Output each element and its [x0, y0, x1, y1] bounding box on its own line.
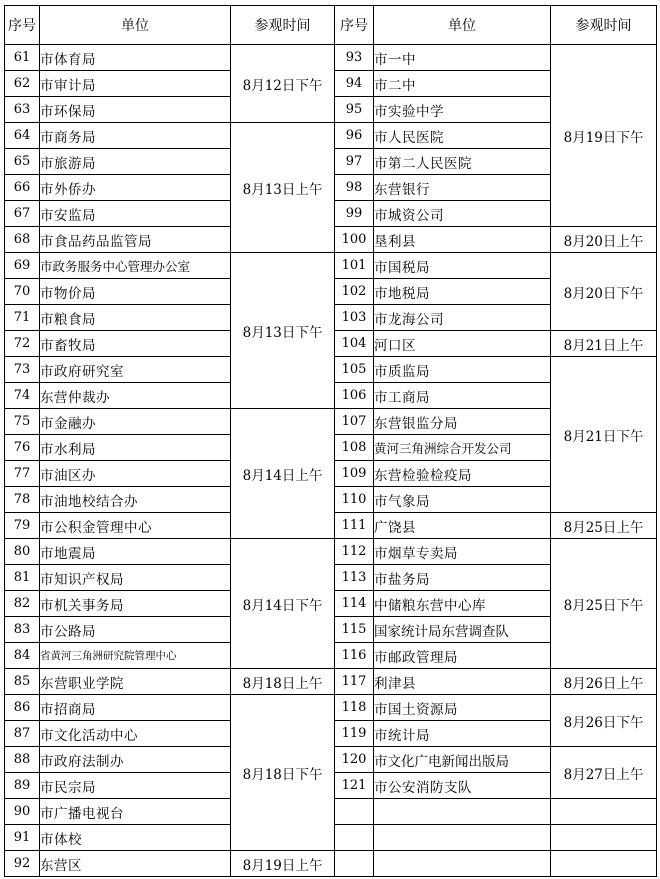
- table-row: [5, 539, 657, 565]
- unit-cell: 市机关事务局: [40, 591, 231, 617]
- unit-cell: 东营区: [40, 851, 231, 877]
- time-cell: 8月20日下午: [551, 253, 657, 331]
- seq-cell: 104: [335, 331, 374, 357]
- unit-cell: 市国土资源局: [374, 695, 551, 721]
- unit-cell: 市油区办: [40, 461, 231, 487]
- seq-cell: 90: [5, 799, 40, 825]
- table-row: [5, 695, 657, 721]
- unit-cell: 市文化广电新闻出版局: [374, 747, 551, 773]
- seq-cell: 78: [5, 487, 40, 513]
- unit-cell: 市体育局: [40, 45, 231, 71]
- unit-cell: 市公积金管理中心: [40, 513, 231, 539]
- seq-cell: 112: [335, 539, 374, 565]
- unit-cell: 市民宗局: [40, 773, 231, 799]
- seq-cell: 65: [5, 149, 40, 175]
- time-cell: 8月12日下午: [231, 45, 335, 123]
- header-unit: 单位: [374, 6, 551, 45]
- unit-cell: 黄河三角洲综合开发公司: [374, 435, 551, 461]
- seq-cell: 115: [335, 617, 374, 643]
- seq-cell: 100: [335, 227, 374, 253]
- time-cell: 8月27日上午: [551, 747, 657, 799]
- unit-cell: 市人民医院: [374, 123, 551, 149]
- unit-cell: 市公安消防支队: [374, 773, 551, 799]
- unit-cell: 市文化活动中心: [40, 721, 231, 747]
- seq-cell: 109: [335, 461, 374, 487]
- time-cell: 8月21日上午: [551, 331, 657, 357]
- unit-cell: 市第二人民医院: [374, 149, 551, 175]
- seq-cell: 106: [335, 383, 374, 409]
- header-time: 参观时间: [231, 6, 335, 45]
- unit-cell: 市体校: [40, 825, 231, 851]
- seq-cell: 92: [5, 851, 40, 877]
- empty-cell: [551, 851, 657, 877]
- seq-cell: 84: [5, 643, 40, 669]
- seq-cell: 120: [335, 747, 374, 773]
- unit-cell: 东营仲裁办: [40, 383, 231, 409]
- seq-cell: 116: [335, 643, 374, 669]
- empty-cell: [374, 825, 551, 851]
- seq-cell: 98: [335, 175, 374, 201]
- empty-cell: [335, 851, 374, 877]
- unit-cell: 省黄河三角洲研究院管理中心: [40, 643, 231, 669]
- unit-cell: 市邮政管理局: [374, 643, 551, 669]
- unit-cell: 市旅游局: [40, 149, 231, 175]
- unit-cell: 市政府法制办: [40, 747, 231, 773]
- unit-cell: 东营检验检疫局: [374, 461, 551, 487]
- seq-cell: 64: [5, 123, 40, 149]
- seq-cell: 96: [335, 123, 374, 149]
- unit-cell: 市二中: [374, 71, 551, 97]
- unit-cell: 东营银监分局: [374, 409, 551, 435]
- unit-cell: 东营银行: [374, 175, 551, 201]
- time-cell: 8月14日上午: [231, 409, 335, 539]
- time-cell: 8月18日上午: [231, 669, 335, 695]
- empty-cell: [335, 799, 374, 825]
- unit-cell: 市龙海公司: [374, 305, 551, 331]
- seq-cell: 80: [5, 539, 40, 565]
- seq-cell: 113: [335, 565, 374, 591]
- unit-cell: 市实验中学: [374, 97, 551, 123]
- empty-cell: [335, 825, 374, 851]
- seq-cell: 66: [5, 175, 40, 201]
- seq-cell: 82: [5, 591, 40, 617]
- seq-cell: 103: [335, 305, 374, 331]
- empty-cell: [551, 825, 657, 851]
- empty-cell: [374, 851, 551, 877]
- time-cell: 8月20日上午: [551, 227, 657, 253]
- table-row: [5, 851, 657, 877]
- unit-cell: 市地震局: [40, 539, 231, 565]
- seq-cell: 87: [5, 721, 40, 747]
- seq-cell: 94: [335, 71, 374, 97]
- seq-cell: 95: [335, 97, 374, 123]
- seq-cell: 81: [5, 565, 40, 591]
- seq-cell: 71: [5, 305, 40, 331]
- unit-cell: 市食品药品监管局: [40, 227, 231, 253]
- seq-cell: 107: [335, 409, 374, 435]
- seq-cell: 70: [5, 279, 40, 305]
- header-seq: 序号: [335, 6, 374, 45]
- time-cell: 8月26日上午: [551, 669, 657, 695]
- table-row: [5, 669, 657, 695]
- time-cell: 8月14日下午: [231, 539, 335, 669]
- seq-cell: 114: [335, 591, 374, 617]
- seq-cell: 108: [335, 435, 374, 461]
- seq-cell: 110: [335, 487, 374, 513]
- seq-cell: 99: [335, 201, 374, 227]
- unit-cell: 国家统计局东营调查队: [374, 617, 551, 643]
- unit-cell: 市物价局: [40, 279, 231, 305]
- unit-cell: 市油地校结合办: [40, 487, 231, 513]
- seq-cell: 83: [5, 617, 40, 643]
- header-row: [5, 6, 657, 45]
- table-row: [5, 253, 657, 279]
- time-cell: 8月19日上午: [231, 851, 335, 877]
- header-time: 参观时间: [551, 6, 657, 45]
- unit-cell: 市气象局: [374, 487, 551, 513]
- table-row: [5, 45, 657, 71]
- header-seq: 序号: [5, 6, 40, 45]
- time-cell: 8月18日下午: [231, 695, 335, 851]
- unit-cell: 市国税局: [374, 253, 551, 279]
- unit-cell: 河口区: [374, 331, 551, 357]
- seq-cell: 74: [5, 383, 40, 409]
- time-cell: 8月21日下午: [551, 357, 657, 513]
- seq-cell: 117: [335, 669, 374, 695]
- unit-cell: 市盐务局: [374, 565, 551, 591]
- seq-cell: 77: [5, 461, 40, 487]
- unit-cell: 市粮食局: [40, 305, 231, 331]
- unit-cell: 市安监局: [40, 201, 231, 227]
- unit-cell: 东营职业学院: [40, 669, 231, 695]
- unit-cell: 市招商局: [40, 695, 231, 721]
- seq-cell: 88: [5, 747, 40, 773]
- unit-cell: 市政府研究室: [40, 357, 231, 383]
- unit-cell: 市公路局: [40, 617, 231, 643]
- unit-cell: 市质监局: [374, 357, 551, 383]
- time-cell: 8月13日上午: [231, 123, 335, 253]
- seq-cell: 102: [335, 279, 374, 305]
- unit-cell: 市商务局: [40, 123, 231, 149]
- seq-cell: 91: [5, 825, 40, 851]
- seq-cell: 76: [5, 435, 40, 461]
- unit-cell: 市地税局: [374, 279, 551, 305]
- unit-cell: 市外侨办: [40, 175, 231, 201]
- seq-cell: 68: [5, 227, 40, 253]
- unit-cell: 市一中: [374, 45, 551, 71]
- header-unit: 单位: [40, 6, 231, 45]
- time-cell: 8月19日下午: [551, 45, 657, 227]
- seq-cell: 119: [335, 721, 374, 747]
- unit-cell: 利津县: [374, 669, 551, 695]
- seq-cell: 89: [5, 773, 40, 799]
- time-cell: 8月26日下午: [551, 695, 657, 747]
- unit-cell: 市统计局: [374, 721, 551, 747]
- seq-cell: 86: [5, 695, 40, 721]
- seq-cell: 93: [335, 45, 374, 71]
- unit-cell: 市工商局: [374, 383, 551, 409]
- time-cell: 8月25日下午: [551, 539, 657, 669]
- seq-cell: 62: [5, 71, 40, 97]
- seq-cell: 63: [5, 97, 40, 123]
- unit-cell: 市金融办: [40, 409, 231, 435]
- unit-cell: 市知识产权局: [40, 565, 231, 591]
- time-cell: 8月13日下午: [231, 253, 335, 409]
- seq-cell: 75: [5, 409, 40, 435]
- unit-cell: 市烟草专卖局: [374, 539, 551, 565]
- seq-cell: 72: [5, 331, 40, 357]
- seq-cell: 121: [335, 773, 374, 799]
- unit-cell: 市城资公司: [374, 201, 551, 227]
- unit-cell: 市政务服务中心管理办公室: [40, 253, 231, 279]
- visit-schedule-table: [4, 5, 657, 877]
- empty-cell: [551, 799, 657, 825]
- seq-cell: 85: [5, 669, 40, 695]
- seq-cell: 61: [5, 45, 40, 71]
- unit-cell: 广饶县: [374, 513, 551, 539]
- unit-cell: 市广播电视台: [40, 799, 231, 825]
- unit-cell: 中储粮东营中心库: [374, 591, 551, 617]
- seq-cell: 118: [335, 695, 374, 721]
- seq-cell: 105: [335, 357, 374, 383]
- seq-cell: 79: [5, 513, 40, 539]
- unit-cell: 市畜牧局: [40, 331, 231, 357]
- unit-cell: 市水利局: [40, 435, 231, 461]
- unit-cell: 垦利县: [374, 227, 551, 253]
- seq-cell: 101: [335, 253, 374, 279]
- unit-cell: 市审计局: [40, 71, 231, 97]
- seq-cell: 97: [335, 149, 374, 175]
- unit-cell: 市环保局: [40, 97, 231, 123]
- seq-cell: 67: [5, 201, 40, 227]
- seq-cell: 73: [5, 357, 40, 383]
- seq-cell: 111: [335, 513, 374, 539]
- time-cell: 8月25日上午: [551, 513, 657, 539]
- empty-cell: [374, 799, 551, 825]
- seq-cell: 69: [5, 253, 40, 279]
